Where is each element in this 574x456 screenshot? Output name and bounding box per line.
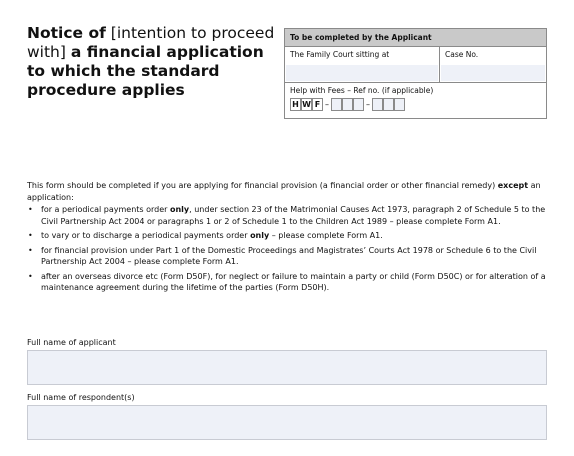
list-item [27, 230, 551, 242]
form-title [27, 24, 277, 100]
court-field[interactable] [285, 47, 440, 82]
intro-line: This form should be completed if you are applying for financial provision (a financial order or other financial remedy) [27, 181, 498, 190]
case-number-input[interactable] [441, 65, 545, 81]
title-bold-2: a financial application to which the standard procedure applies [27, 43, 264, 99]
hwf-digit-5[interactable] [383, 98, 394, 111]
hwf-dash-1: – [325, 100, 329, 109]
hwf-letter-h: H [290, 98, 301, 111]
except-word: except [497, 181, 529, 190]
hwf-label: Help with Fees – Ref no. (if applicable) [290, 86, 434, 95]
applicant-name-input[interactable] [27, 350, 547, 385]
exception-list [27, 204, 551, 294]
list-item [27, 271, 551, 294]
hwf-reference-boxes [290, 98, 541, 111]
case-number-field[interactable] [440, 47, 546, 82]
title-bold-1: Notice of [27, 24, 106, 42]
hwf-letter-w: W [302, 100, 311, 109]
bullet-text: for a periodical payments order [41, 205, 170, 214]
hwf-digit-6[interactable] [394, 98, 405, 111]
bullet-bold: only [250, 231, 270, 240]
court-case-row [285, 47, 546, 83]
applicant-box [284, 28, 547, 119]
bullet-text: – please complete Form A1. [269, 231, 383, 240]
hwf-dash-2: – [366, 100, 370, 109]
intro-text [27, 180, 551, 297]
hwf-digit-2[interactable] [342, 98, 353, 111]
hwf-section [285, 83, 546, 111]
bullet-bold: only [169, 205, 190, 214]
hwf-digit-1[interactable] [331, 98, 342, 111]
court-label: The Family Court sitting at [290, 50, 390, 59]
intro-line-end: an application: [27, 181, 541, 202]
list-item [27, 204, 551, 227]
respondent-name-label: Full name of respondent(s) [27, 393, 135, 402]
intro-paragraph [27, 180, 551, 203]
court-input[interactable] [286, 65, 438, 81]
bullet-text: after an overseas divorce etc (Form D50F), for neglect or failure to maintain a party or child (Form D50C) or for alteration of a maintenance agreement during the lifetime of the parties (Form D50H). [41, 271, 546, 292]
hwf-digit-3[interactable] [353, 98, 364, 111]
hwf-digit-4[interactable] [372, 98, 383, 111]
hwf-letter-f: F [312, 98, 323, 111]
title-regular: [intention to proceed with] [27, 24, 275, 61]
applicant-name-label: Full name of applicant [27, 338, 116, 347]
bullet-text: for financial provision under Part 1 of the Domestic Proceedings and Magistrates’ Courts Act 1978 or Schedule 6 to the Civil Partnership Act 2004 – please complete Form A1. [41, 245, 537, 266]
case-label: Case No. [445, 50, 479, 59]
bullet-text: to vary or to discharge a periodical payments order [41, 231, 251, 240]
list-item [27, 245, 551, 268]
bullet-text: , under section 23 of the Matrimonial Causes Act 1973, paragraph 2 of Schedule 5 to the Civil Partnership Act 2004 or paragraphs 1 or 2 of Schedule 1 to the Children Act 1989 – please complete Form A1. [41, 205, 546, 226]
respondent-name-input[interactable] [27, 405, 547, 440]
applicant-box-header: To be completed by the Applicant [285, 29, 546, 47]
